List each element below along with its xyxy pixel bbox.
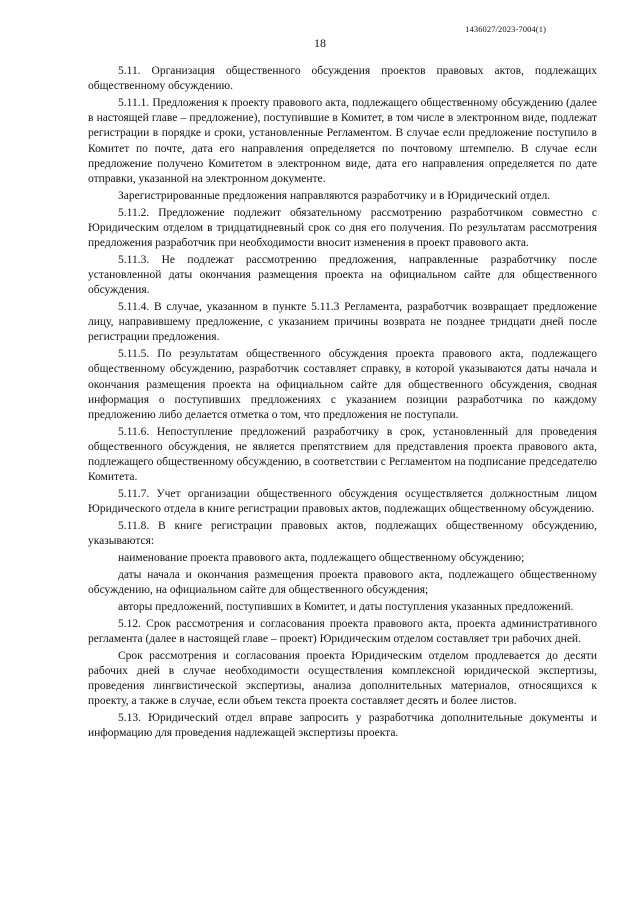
page-number: 18 [314,36,326,50]
paragraph: 5.11.2. Предложение подлежит обязательному рассмотрению разработчиком совместно с Юридическим отделом в тридцатидневный срок со дня его получения. По результатам рассмотрения предложения разработчик при необходимости вносит изменения в проект правового акта. [88,206,597,250]
paragraph: 5.11.5. По результатам общественного обсуждения проекта правового акта, подлежащего общественному обсуждению, разработчик составляет справку, в которой указываются даты начала и окончания размещения проекта на официальном сайте для общественного обсуждения, сводная информация о поступивших предложениях с указанием позиции разработчика по каждому предложению либо делается отметка о том, что предложения не поступали. [88,348,597,422]
paragraph: 5.11.6. Непоступление предложений разработчику в срок, установленный для проведения общественного обсуждения, не является препятствием для представления проекта правового акта, подлежащего общественному обсуждению, в соответствии с Регламентом на подписание председателю Комитета. [88,425,597,484]
paragraph: Зарегистрированные предложения направляются разработчику и в Юридический отдел. [118,189,551,202]
paragraph: 5.13. Юридический отдел вправе запросить у разработчика дополнительные документы и информацию для проведения надлежащей экспертизы проекта. [88,712,597,740]
paragraph: 5.11.3. Не подлежат рассмотрению предложения, направленные разработчику после установленной даты окончания размещения проекта на официальном сайте для общественного обсуждения. [88,253,597,297]
paragraph: 5.11. Организация общественного обсуждения проектов правовых актов, подлежащих общественному обсуждению. [88,65,597,93]
paragraph: наименование проекта правового акта, подлежащего общественному обсуждению; [118,552,525,565]
paragraph: 5.11.4. В случае, указанном в пункте 5.11.3 Регламента, разработчик возвращает предложение лицу, направившему предложение, с указанием причины возврата не позднее тридцати дней после регистрации предложения. [88,301,597,344]
paragraph: авторы предложений, поступивших в Комитет, и даты поступления указанных предложений. [118,601,574,614]
paragraph: 5.11.1. Предложения к проекту правового акта, подлежащего общественному обсуждению (далее в настоящей главе – предложение), поступившие в Комитет, в том числе в электронном виде, подлежат регистрации в порядке и сроки, установленные Регламентом. В случае если предложение поступило в Комитет по почте, дата его направления определяется по почтовому штемпелю. В случае если предложение получено Комитетом в электронном виде, дата его направления определяется по дате отправки, указанной на электронном документе. [88,97,597,186]
paragraph: 5.12. Срок рассмотрения и согласования проекта правового акта, проекта административного регламента (далее в настоящей главе – проект) Юридическим отделом составляет три рабочих дней. [88,617,597,646]
paragraph: даты начала и окончания размещения проекта правового акта, подлежащего общественному обсуждению, на официальном сайте для общественного обсуждения; [88,569,597,597]
paragraph: 5.11.8. В книге регистрации правовых актов, подлежащих общественному обсуждению, указываются: [88,520,597,548]
document-id: 1436027/2023-7004(1) [465,24,546,34]
document-body [88,64,597,742]
paragraph: 5.11.7. Учет организации общественного обсуждения осуществляется должностным лицом Юридического отдела в книге регистрации правовых актов, подлежащих общественному обсуждению. [88,488,597,516]
paragraph: Срок рассмотрения и согласования проекта Юридическим отделом продлевается до десяти рабочих дней в случае необходимости осуществления комплексной юридической экспертизы, проведения лингвистической экспертизы, анализа дополнительных материалов, относящихся к проекту, а также в случае, если объем текста проекта составляет десять и более листов. [88,649,597,708]
